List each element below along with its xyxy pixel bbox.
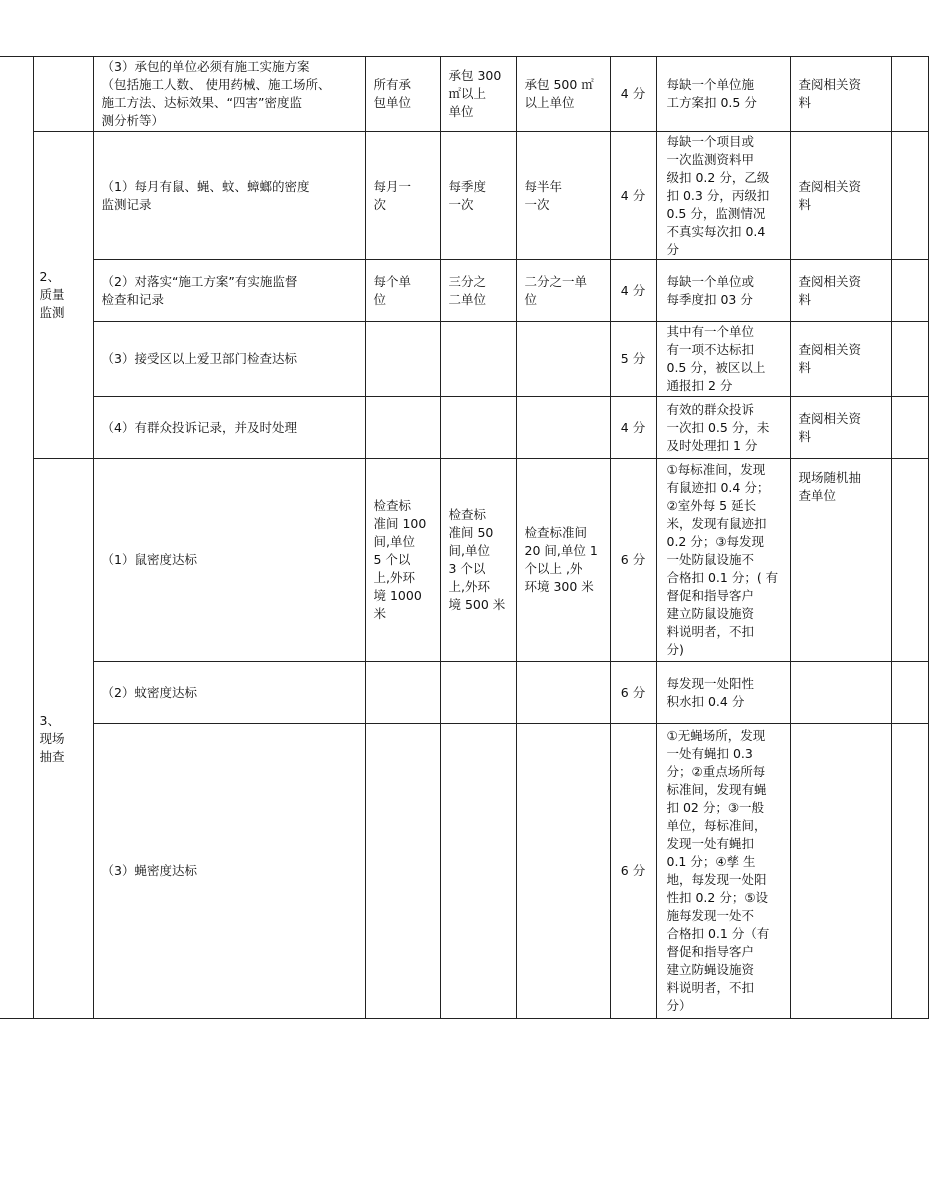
standard-c-cell — [516, 724, 610, 1019]
score-cell: 4 分 — [610, 57, 656, 132]
standard-b-cell — [440, 724, 516, 1019]
table-row — [0, 260, 928, 322]
blank-cell — [891, 459, 928, 662]
blank-cell — [891, 132, 928, 260]
standard-a-cell: 每月一 次 — [365, 132, 440, 260]
standard-a-cell: 每个单 位 — [365, 260, 440, 322]
method-cell: 现场随机抽 查单位 — [790, 459, 891, 662]
standard-b-cell — [440, 322, 516, 397]
standard-b-cell: 承包 300 ㎡以上 单位 — [440, 57, 516, 132]
deduction-cell: 每缺一个单位施 工方案扣 0.5 分 — [656, 57, 790, 132]
standard-b-cell: 每季度 一次 — [440, 132, 516, 260]
standard-a-cell — [365, 322, 440, 397]
item-cell: （2）对落实“施工方案”有实施监督 检查和记录 — [93, 260, 365, 322]
method-cell: 查阅相关资 料 — [790, 260, 891, 322]
table-row — [0, 57, 928, 132]
item-cell: （3）蝇密度达标 — [93, 724, 365, 1019]
method-cell — [790, 662, 891, 724]
method-cell: 查阅相关资 料 — [790, 397, 891, 459]
deduction-cell: ①每标准间，发现 有鼠迹扣 0.4 分； ②室外每 5 延长 米，发现有鼠迹扣 0.2 分；③每发现 一处防鼠设施不 合格扣 0.1 分；( 有 督促和指导客户 建立防鼠设施资 料说明者，不扣 分) — [656, 459, 790, 662]
standard-c-cell: 二分之一单 位 — [516, 260, 610, 322]
standard-b-cell — [440, 662, 516, 724]
item-cell: （2）蚊密度达标 — [93, 662, 365, 724]
table-row — [0, 459, 928, 662]
category-cell — [33, 57, 93, 132]
item-cell: （1）鼠密度达标 — [93, 459, 365, 662]
method-cell: 查阅相关资 料 — [790, 132, 891, 260]
standard-c-cell: 检查标准间 20 间,单位 1 个以上 ,外 环境 300 米 — [516, 459, 610, 662]
category-quality-monitoring: 2、 质量 监测 — [33, 132, 93, 459]
method-cell: 查阅相关资 料 — [790, 57, 891, 132]
standard-a-cell — [365, 662, 440, 724]
inspection-scoring-table — [0, 56, 929, 1019]
deduction-cell: 每发现一处阳性 积水扣 0.4 分 — [656, 662, 790, 724]
standard-c-cell: 承包 500 ㎡ 以上单位 — [516, 57, 610, 132]
standard-a-cell: 所有承 包单位 — [365, 57, 440, 132]
item-cell: （3）承包的单位必须有施工实施方案 （包括施工人数、 使用药械、施工场所、 施工方法、达标效果、“四害”密度监 测分析等） — [93, 57, 365, 132]
table-row — [0, 724, 928, 1019]
deduction-cell: 其中有一个单位 有一项不达标扣 0.5 分，被区以上 通报扣 2 分 — [656, 322, 790, 397]
table-row — [0, 397, 928, 459]
blank-cell — [891, 322, 928, 397]
item-cell: （1）每月有鼠、蝇、蚊、蟑螂的密度 监测记录 — [93, 132, 365, 260]
method-cell: 查阅相关资 料 — [790, 322, 891, 397]
standard-b-cell: 三分之 二单位 — [440, 260, 516, 322]
category-onsite-inspection: 3、 现场 抽查 — [33, 459, 93, 1019]
item-cell: （4）有群众投诉记录，并及时处理 — [93, 397, 365, 459]
standard-a-cell — [365, 397, 440, 459]
blank-cell — [891, 397, 928, 459]
margin-cell — [0, 57, 33, 1019]
blank-cell — [891, 662, 928, 724]
score-cell: 5 分 — [610, 322, 656, 397]
deduction-cell: 每缺一个项目或 一次监测资料甲 级扣 0.2 分，乙级 扣 0.3 分，丙级扣 0.5 分，监测情况 不真实每次扣 0.4 分 — [656, 132, 790, 260]
blank-cell — [891, 260, 928, 322]
score-cell: 6 分 — [610, 724, 656, 1019]
standard-b-cell: 检查标 准间 50 间,单位 3 个以 上,外环 境 500 米 — [440, 459, 516, 662]
standard-a-cell — [365, 724, 440, 1019]
table-row — [0, 322, 928, 397]
score-cell: 6 分 — [610, 459, 656, 662]
standard-c-cell — [516, 397, 610, 459]
score-cell: 4 分 — [610, 397, 656, 459]
standard-c-cell — [516, 662, 610, 724]
score-cell: 4 分 — [610, 260, 656, 322]
table-row — [0, 662, 928, 724]
blank-cell — [891, 57, 928, 132]
score-cell: 6 分 — [610, 662, 656, 724]
item-cell: （3）接受区以上爱卫部门检查达标 — [93, 322, 365, 397]
standard-b-cell — [440, 397, 516, 459]
deduction-cell: 有效的群众投诉 一次扣 0.5 分，未 及时处理扣 1 分 — [656, 397, 790, 459]
method-cell — [790, 724, 891, 1019]
score-cell: 4 分 — [610, 132, 656, 260]
standard-c-cell: 每半年 一次 — [516, 132, 610, 260]
standard-c-cell — [516, 322, 610, 397]
table-row — [0, 132, 928, 260]
deduction-cell: 每缺一个单位或 每季度扣 03 分 — [656, 260, 790, 322]
deduction-cell: ①无蝇场所，发现 一处有蝇扣 0.3 分；②重点场所每 标准间，发现有蝇 扣 02 分；③一般 单位，每标准间， 发现一处有蝇扣 0.1 分；④孳 生 地，每发现一处阳 性扣 0.2 分；⑤设 施每发现一处不 合格扣 0.1 分（有 督促和指导客户 建立防蝇设施资 料说明者，不扣 分） — [656, 724, 790, 1019]
blank-cell — [891, 724, 928, 1019]
standard-a-cell: 检查标 准间 100 间,单位 5 个以 上,外环 境 1000 米 — [365, 459, 440, 662]
